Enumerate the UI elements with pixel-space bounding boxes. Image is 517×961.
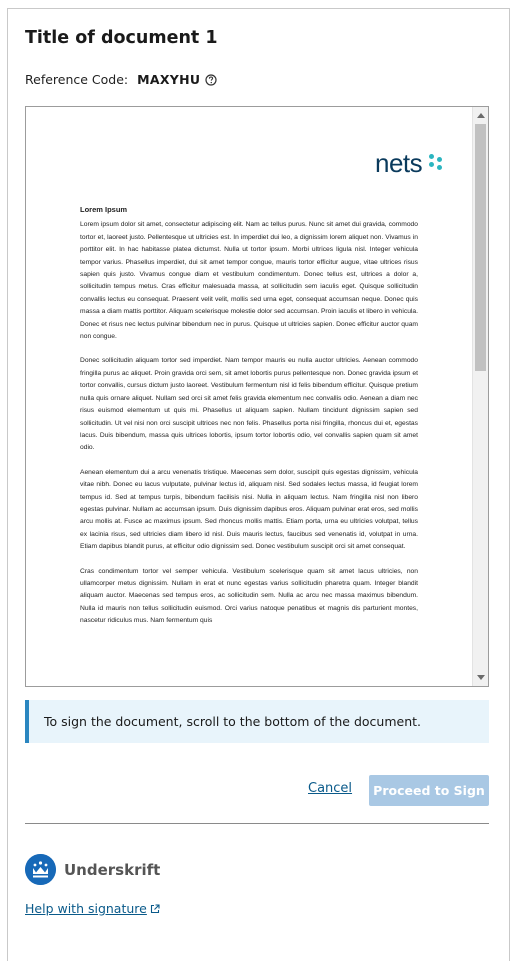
document-heading: Lorem Ipsum <box>80 205 128 214</box>
question-circle-icon[interactable] <box>205 74 217 86</box>
underskrift-crown-icon <box>25 854 56 885</box>
reference-code: MAXYHU <box>137 72 201 87</box>
divider <box>25 823 489 824</box>
notice-text: To sign the document, scroll to the bottom of the document. <box>44 714 422 729</box>
help-with-signature-link[interactable] <box>25 901 160 916</box>
brand-name: Underskrift <box>64 860 161 879</box>
document-viewer[interactable] <box>25 106 489 687</box>
reference-row <box>25 72 217 87</box>
document-content <box>80 204 418 640</box>
reference-label: Reference Code: <box>25 72 129 87</box>
document-page <box>27 108 472 686</box>
document-paragraph: Cras condimentum tortor vel semper vehicula. Vestibulum scelerisque quam sit amet lacus ultricies, non ullamcorper metus dignissim. Nullam in erat et nunc egestas varius sollicitudin pharetra quam. Integer blandit aliquam auctor. Maecenas sed tempus eros, ac sollicitudin sem. Nulla ac arcu nec massa maximus bibendum. Nulla id mauris non tellus sollicitudin euismod. Orci varius natoque penatibus et magnis dis parturient montes, nascetur ridiculus mus. Nam fermentum quis <box>80 567 418 625</box>
logo-text: nets <box>375 148 423 178</box>
document-paragraph: Lorem ipsum dolor sit amet, consectetur adipiscing elit. Nam ac tellus purus. Nunc sit amet dui gravida, commodo tortor et, laoreet justo. Pellentesque ut ultricies est. In imperdiet dui leo, a dignissim lorem aliquet non. Vivamus in porttitor elit. In hac habitasse platea dictumst. Nulla ut tortor ipsum. Morbi ultrices ligula nisl. Integer vehicula tempor varius. Phasellus imperdiet, dui sit amet tempor congue, mauris tortor efficitur augue, vitae ultrices risus sapien quis justo. Vivamus congue diam et vestibulum condimentum. Donec tellus est, ultrices a dolor a, sollicitudin tempus metus. Cras efficitur malesuada massa, at sollicitudin sem iaculis eget. Quisque sollicitudin convallis lectus eu consequat. Praesent velit velit, mollis sed urna eget, consequat accumsan neque. Donec quis massa a diam mattis porttitor. Aliquam scelerisque molestie dolor sed accumsan. Proin iaculis et libero in vehicula. Donec et risus nec lectus pulvinar bibendum nec in purus. Quisque ut ultricies sapien. Donec efficitur auctor quam non congue. <box>80 221 418 341</box>
scroll-down-arrow-icon[interactable] <box>477 675 485 680</box>
document-paragraph: Donec sollicitudin aliquam tortor sed imperdiet. Nam tempor mauris eu nulla auctor ultricies. Aenean commodo fringilla purus ac aliquet. Proin gravida orci sem, sit amet lobortis purus pellentesque non. Donec gravida ipsum et tortor convallis, cursus dictum justo laoreet. Vestibulum fermentum nisl id felis bibendum efficitur. Quisque pretium nulla quis ornare aliquet. Nullam sed orci sit amet felis gravida elementum nec convallis odio. Aenean a diam nec risus euismod elementum ut quis mi. Phasellus ut aliquam sapien. Nullam tincidunt dignissim sapien sed sollicitudin. Ut vel nisi non orci suscipit ultrices nec non felis. Phasellus porta nisi fringilla, rhoncus dui et, egestas lacus. Duis bibendum, massa quis ultrices lobortis, ipsum tortor lobortis odio, vel convallis sapien quam sit amet odio. <box>80 357 418 452</box>
cancel-link[interactable]: Cancel <box>308 781 353 796</box>
help-link-label: Help with signature <box>25 901 147 916</box>
external-link-icon <box>150 904 160 914</box>
document-paragraph: Aenean elementum dui a arcu venenatis tristique. Maecenas sem dolor, suscipit quis egestas dignissim, vehicula vitae nibh. Donec eu lacus vulputate, pulvinar lectus id, aliquam nisl. Sed sodales lectus massa, id feugiat lorem tempus id. Sed at tempus turpis, bibendum facilisis nisi. Nulla in aliquam lectus. Nam fringilla nisl non libero egestas pulvinar. Nullam ac accumsan ipsum. Duis dignissim dapibus eros. Aliquam pulvinar erat eros, sed mollis arcu mollis at. Fusce ac maximus ipsum. Sed rhoncus mollis mattis. Etiam porta, urna eu ultricies volutpat, tellus ex lacinia risus, sed ultricies diam libero id nisl. Duis mauris lectus, faucibus sed venenatis id, volutpat in urna. Etiam dapibus blandit purus, at efficitur odio dignissim sed. Donec vestibulum suscipit orci sit amet consequat. <box>80 468 418 551</box>
page-title: Title of document 1 <box>25 28 218 48</box>
nets-logo <box>375 148 443 179</box>
scroll-thumb[interactable] <box>475 124 486 371</box>
brand <box>25 854 160 885</box>
nets-dots-logo-icon <box>427 153 443 175</box>
scroll-up-arrow-icon[interactable] <box>477 113 485 118</box>
scroll-notice <box>25 700 489 743</box>
proceed-to-sign-button[interactable]: Proceed to Sign <box>369 775 489 806</box>
vertical-scrollbar[interactable] <box>472 107 488 686</box>
